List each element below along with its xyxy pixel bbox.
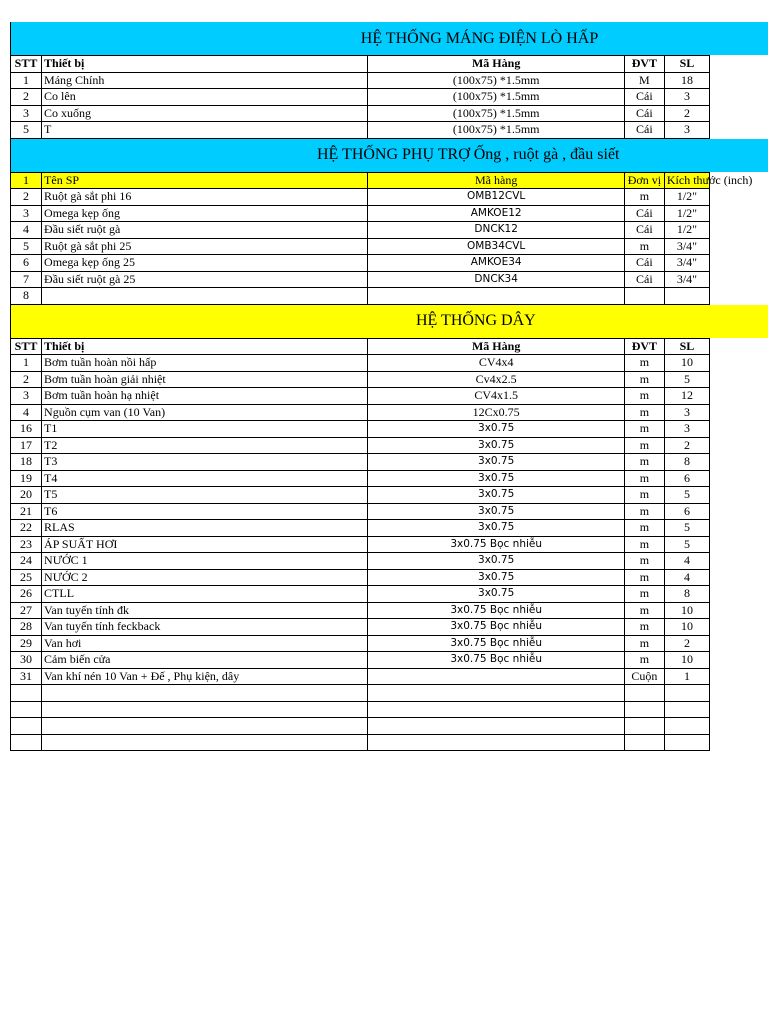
code-cell[interactable]: 3x0.75: [368, 586, 624, 603]
code-cell[interactable]: AMKOE34: [368, 255, 624, 272]
header-cell[interactable]: ĐVT: [624, 338, 664, 355]
code-cell[interactable]: (100x75) *1.5mm: [368, 89, 624, 106]
code-cell[interactable]: (100x75) *1.5mm: [368, 122, 624, 139]
qty-cell[interactable]: 5: [664, 371, 709, 388]
empty-cell[interactable]: [42, 718, 368, 735]
qty-cell[interactable]: 18: [664, 72, 709, 89]
empty-cell[interactable]: [11, 734, 42, 751]
unit-cell[interactable]: M: [624, 72, 664, 89]
code-cell[interactable]: 3x0.75: [368, 421, 624, 438]
stt-cell[interactable]: 3: [11, 388, 42, 405]
code-cell[interactable]: 3x0.75: [368, 569, 624, 586]
unit-cell[interactable]: m: [624, 388, 664, 405]
name-cell[interactable]: T6: [42, 503, 368, 520]
unit-cell[interactable]: [624, 288, 664, 305]
qty-cell[interactable]: 1/2": [664, 222, 709, 239]
unit-cell[interactable]: m: [624, 586, 664, 603]
name-cell[interactable]: Bơm tuần hoàn nồi hấp: [42, 355, 368, 372]
name-cell[interactable]: Bơm tuần hoàn hạ nhiệt: [42, 388, 368, 405]
code-cell[interactable]: 3x0.75 Bọc nhiễu: [368, 652, 624, 669]
table-row: [11, 355, 710, 372]
code-cell[interactable]: 3x0.75: [368, 470, 624, 487]
name-cell[interactable]: RLAS: [42, 520, 368, 537]
header-cell[interactable]: ĐVT: [624, 56, 664, 73]
code-cell[interactable]: DNCK12: [368, 222, 624, 239]
qty-cell[interactable]: 6: [664, 470, 709, 487]
table-row: [11, 72, 710, 89]
name-cell[interactable]: T5: [42, 487, 368, 504]
stt-cell[interactable]: 21: [11, 503, 42, 520]
empty-row: [11, 701, 710, 718]
unit-cell[interactable]: m: [624, 619, 664, 636]
table-row: [11, 238, 710, 255]
header-cell[interactable]: Tên SP: [42, 172, 368, 189]
table-row: [11, 470, 710, 487]
stt-cell[interactable]: 16: [11, 421, 42, 438]
qty-cell[interactable]: 10: [664, 619, 709, 636]
name-cell[interactable]: Cảm biến cửa: [42, 652, 368, 669]
stt-cell[interactable]: 4: [11, 222, 42, 239]
qty-cell[interactable]: 5: [664, 536, 709, 553]
unit-cell[interactable]: Cái: [624, 89, 664, 106]
header-cell[interactable]: Kích thước (inch): [664, 172, 709, 189]
empty-cell[interactable]: [664, 685, 709, 702]
stt-cell[interactable]: 31: [11, 668, 42, 685]
table-row: [11, 271, 710, 288]
code-cell[interactable]: AMKOE12: [368, 205, 624, 222]
qty-cell[interactable]: 1/2": [664, 205, 709, 222]
header-cell[interactable]: Mã Hàng: [368, 56, 624, 73]
empty-cell[interactable]: [368, 734, 624, 751]
code-cell[interactable]: DNCK34: [368, 271, 624, 288]
section2-header-row: [11, 172, 710, 189]
name-cell[interactable]: Co lên: [42, 89, 368, 106]
header-cell[interactable]: Đơn vị: [624, 172, 664, 189]
table-row: [11, 222, 710, 239]
qty-cell[interactable]: [664, 288, 709, 305]
qty-cell[interactable]: 10: [664, 652, 709, 669]
name-cell[interactable]: Đầu siết ruột gà: [42, 222, 368, 239]
name-cell[interactable]: Van tuyến tính đk: [42, 602, 368, 619]
stt-cell[interactable]: 29: [11, 635, 42, 652]
name-cell[interactable]: NƯỚC 2: [42, 569, 368, 586]
empty-cell[interactable]: [368, 685, 624, 702]
stt-cell[interactable]: 3: [11, 205, 42, 222]
code-cell[interactable]: 3x0.75: [368, 454, 624, 471]
empty-cell[interactable]: [11, 701, 42, 718]
stt-cell[interactable]: 6: [11, 255, 42, 272]
unit-cell[interactable]: m: [624, 437, 664, 454]
name-cell[interactable]: Máng Chính: [42, 72, 368, 89]
code-cell[interactable]: 3x0.75 Bọc nhiễu: [368, 619, 624, 636]
code-cell[interactable]: (100x75) *1.5mm: [368, 72, 624, 89]
name-cell[interactable]: ÁP SUẤT HƠI: [42, 536, 368, 553]
code-cell[interactable]: [368, 668, 624, 685]
name-cell[interactable]: CTLL: [42, 586, 368, 603]
code-cell[interactable]: 3x0.75: [368, 503, 624, 520]
empty-row: [11, 718, 710, 735]
unit-cell[interactable]: m: [624, 536, 664, 553]
header-cell[interactable]: Mã Hàng: [368, 338, 624, 355]
stt-cell[interactable]: 1: [11, 72, 42, 89]
code-cell[interactable]: 3x0.75: [368, 487, 624, 504]
stt-cell[interactable]: 22: [11, 520, 42, 537]
empty-cell[interactable]: [368, 701, 624, 718]
unit-cell[interactable]: m: [624, 569, 664, 586]
unit-cell[interactable]: Cái: [624, 271, 664, 288]
table-row: [11, 635, 710, 652]
unit-cell[interactable]: m: [624, 454, 664, 471]
section2-title-text: HỆ THỐNG PHỤ TRỢ Ống , ruột gà , đầu siết: [317, 146, 620, 163]
code-cell[interactable]: (100x75) *1.5mm: [368, 105, 624, 122]
header-cell[interactable]: 1: [11, 172, 42, 189]
empty-cell[interactable]: [664, 701, 709, 718]
table-row: [11, 388, 710, 405]
name-cell[interactable]: T1: [42, 421, 368, 438]
name-cell[interactable]: Bơm tuần hoàn giải nhiệt: [42, 371, 368, 388]
unit-cell[interactable]: Cái: [624, 122, 664, 139]
table-row: [11, 586, 710, 603]
unit-cell[interactable]: Cái: [624, 105, 664, 122]
empty-row: [11, 734, 710, 751]
table-row: [11, 652, 710, 669]
table-row: [11, 205, 710, 222]
qty-cell[interactable]: 8: [664, 454, 709, 471]
table-row: [11, 255, 710, 272]
qty-cell[interactable]: 3/4": [664, 238, 709, 255]
header-cell[interactable]: SL: [664, 56, 709, 73]
empty-cell[interactable]: [368, 718, 624, 735]
section2-title: [10, 139, 768, 172]
stt-cell[interactable]: 5: [11, 122, 42, 139]
qty-cell[interactable]: 2: [664, 635, 709, 652]
stt-cell[interactable]: 23: [11, 536, 42, 553]
code-cell[interactable]: 3x0.75 Bọc nhiễu: [368, 635, 624, 652]
qty-cell[interactable]: 12: [664, 388, 709, 405]
stt-cell[interactable]: 4: [11, 404, 42, 421]
code-cell[interactable]: 3x0.75: [368, 437, 624, 454]
unit-cell[interactable]: m: [624, 503, 664, 520]
code-cell[interactable]: Cv4x2.5: [368, 371, 624, 388]
code-cell[interactable]: 12Cx0.75: [368, 404, 624, 421]
empty-cell[interactable]: [11, 685, 42, 702]
code-cell[interactable]: 3x0.75: [368, 520, 624, 537]
qty-cell[interactable]: 3/4": [664, 255, 709, 272]
name-cell[interactable]: [42, 288, 368, 305]
qty-cell[interactable]: 1: [664, 668, 709, 685]
table-row: [11, 520, 710, 537]
stt-cell[interactable]: 2: [11, 371, 42, 388]
table-row: [11, 619, 710, 636]
stt-cell[interactable]: 2: [11, 89, 42, 106]
code-cell[interactable]: CV4x4: [368, 355, 624, 372]
table-row: [11, 668, 710, 685]
qty-cell[interactable]: 4: [664, 569, 709, 586]
code-cell[interactable]: 3x0.75 Bọc nhiễu: [368, 602, 624, 619]
unit-cell[interactable]: Cái: [624, 222, 664, 239]
empty-cell[interactable]: [42, 701, 368, 718]
name-cell[interactable]: Omega kẹp ống: [42, 205, 368, 222]
header-cell[interactable]: Mã hàng: [368, 172, 624, 189]
unit-cell[interactable]: m: [624, 520, 664, 537]
unit-cell[interactable]: m: [624, 238, 664, 255]
table-row: [11, 421, 710, 438]
qty-cell[interactable]: 10: [664, 602, 709, 619]
name-cell[interactable]: T4: [42, 470, 368, 487]
qty-cell[interactable]: 2: [664, 105, 709, 122]
code-cell[interactable]: 3x0.75 Bọc nhiễu: [368, 536, 624, 553]
name-cell[interactable]: Ruột gà sắt phi 25: [42, 238, 368, 255]
header-cell[interactable]: SL: [664, 338, 709, 355]
name-cell[interactable]: Van tuyến tính feckback: [42, 619, 368, 636]
unit-cell[interactable]: m: [624, 371, 664, 388]
name-cell[interactable]: Omega kẹp ống 25: [42, 255, 368, 272]
unit-cell[interactable]: m: [624, 553, 664, 570]
unit-cell[interactable]: m: [624, 635, 664, 652]
unit-cell[interactable]: m: [624, 652, 664, 669]
empty-cell[interactable]: [624, 718, 664, 735]
unit-cell[interactable]: m: [624, 355, 664, 372]
unit-cell[interactable]: Cái: [624, 205, 664, 222]
qty-cell[interactable]: 5: [664, 520, 709, 537]
stt-cell[interactable]: 25: [11, 569, 42, 586]
name-cell[interactable]: Đầu siết ruột gà 25: [42, 271, 368, 288]
stt-cell[interactable]: 26: [11, 586, 42, 603]
qty-cell[interactable]: 3: [664, 122, 709, 139]
section3-title: [10, 305, 768, 338]
name-cell[interactable]: Van khí nén 10 Van + Đế , Phụ kiện, dây: [42, 668, 368, 685]
qty-cell[interactable]: 3: [664, 89, 709, 106]
unit-cell[interactable]: m: [624, 602, 664, 619]
section1-table: [10, 55, 710, 139]
header-cell[interactable]: STT: [11, 56, 42, 73]
stt-cell[interactable]: 28: [11, 619, 42, 636]
name-cell[interactable]: Co xuống: [42, 105, 368, 122]
name-cell[interactable]: T: [42, 122, 368, 139]
table-row: [11, 437, 710, 454]
qty-cell[interactable]: 10: [664, 355, 709, 372]
stt-cell[interactable]: 27: [11, 602, 42, 619]
table-row: [11, 189, 710, 206]
unit-cell[interactable]: Cuộn: [624, 668, 664, 685]
section3-title-text: HỆ THỐNG DÂY: [416, 312, 536, 329]
table-row: [11, 89, 710, 106]
code-cell[interactable]: OMB34CVL: [368, 238, 624, 255]
header-cell[interactable]: Thiết bị: [42, 338, 368, 355]
stt-cell[interactable]: 30: [11, 652, 42, 669]
table-row: [11, 536, 710, 553]
qty-cell[interactable]: 2: [664, 437, 709, 454]
stt-cell[interactable]: 20: [11, 487, 42, 504]
qty-cell[interactable]: 5: [664, 487, 709, 504]
stt-cell[interactable]: 1: [11, 355, 42, 372]
stt-cell[interactable]: 18: [11, 454, 42, 471]
code-cell[interactable]: OMB12CVL: [368, 189, 624, 206]
qty-cell[interactable]: 3/4": [664, 271, 709, 288]
empty-cell[interactable]: [624, 701, 664, 718]
table-row: [11, 553, 710, 570]
unit-cell[interactable]: m: [624, 421, 664, 438]
qty-cell[interactable]: 3: [664, 421, 709, 438]
section3-header-row: [11, 338, 710, 355]
empty-cell[interactable]: [624, 734, 664, 751]
table-row: [11, 122, 710, 139]
qty-cell[interactable]: 3: [664, 404, 709, 421]
table-row: [11, 371, 710, 388]
qty-cell[interactable]: 6: [664, 503, 709, 520]
empty-row: [11, 685, 710, 702]
table-row: [11, 602, 710, 619]
stt-cell[interactable]: 2: [11, 189, 42, 206]
table-row: [11, 454, 710, 471]
empty-cell[interactable]: [664, 718, 709, 735]
unit-cell[interactable]: Cái: [624, 255, 664, 272]
stt-cell[interactable]: 8: [11, 288, 42, 305]
empty-cell[interactable]: [11, 718, 42, 735]
qty-cell[interactable]: 4: [664, 553, 709, 570]
empty-cell[interactable]: [664, 734, 709, 751]
empty-cell[interactable]: [624, 685, 664, 702]
unit-cell[interactable]: m: [624, 470, 664, 487]
table-row: [11, 404, 710, 421]
header-cell[interactable]: STT: [11, 338, 42, 355]
header-cell[interactable]: Thiết bị: [42, 56, 368, 73]
empty-cell[interactable]: [42, 685, 368, 702]
name-cell[interactable]: NƯỚC 1: [42, 553, 368, 570]
code-cell[interactable]: [368, 288, 624, 305]
spreadsheet: [10, 22, 768, 751]
stt-cell[interactable]: 3: [11, 105, 42, 122]
qty-cell[interactable]: 1/2": [664, 189, 709, 206]
table-row: [11, 288, 710, 305]
section3-table: [10, 338, 710, 752]
unit-cell[interactable]: m: [624, 189, 664, 206]
name-cell[interactable]: Ruột gà sắt phi 16: [42, 189, 368, 206]
table-row: [11, 487, 710, 504]
name-cell[interactable]: Nguồn cụm van (10 Van): [42, 404, 368, 421]
empty-cell[interactable]: [42, 734, 368, 751]
code-cell[interactable]: CV4x1.5: [368, 388, 624, 405]
name-cell[interactable]: T3: [42, 454, 368, 471]
section2-table: [10, 172, 753, 305]
code-cell[interactable]: 3x0.75: [368, 553, 624, 570]
stt-cell[interactable]: 19: [11, 470, 42, 487]
stt-cell[interactable]: 24: [11, 553, 42, 570]
table-row: [11, 105, 710, 122]
name-cell[interactable]: Van hơi: [42, 635, 368, 652]
unit-cell[interactable]: m: [624, 487, 664, 504]
qty-cell[interactable]: 8: [664, 586, 709, 603]
section1-header-row: [11, 56, 710, 73]
table-row: [11, 569, 710, 586]
stt-cell[interactable]: 5: [11, 238, 42, 255]
table-row: [11, 503, 710, 520]
section1-title: [10, 22, 768, 55]
unit-cell[interactable]: m: [624, 404, 664, 421]
name-cell[interactable]: T2: [42, 437, 368, 454]
stt-cell[interactable]: 7: [11, 271, 42, 288]
section1-title-text: HỆ THỐNG MÁNG ĐIỆN LÒ HẤP: [360, 29, 599, 47]
stt-cell[interactable]: 17: [11, 437, 42, 454]
